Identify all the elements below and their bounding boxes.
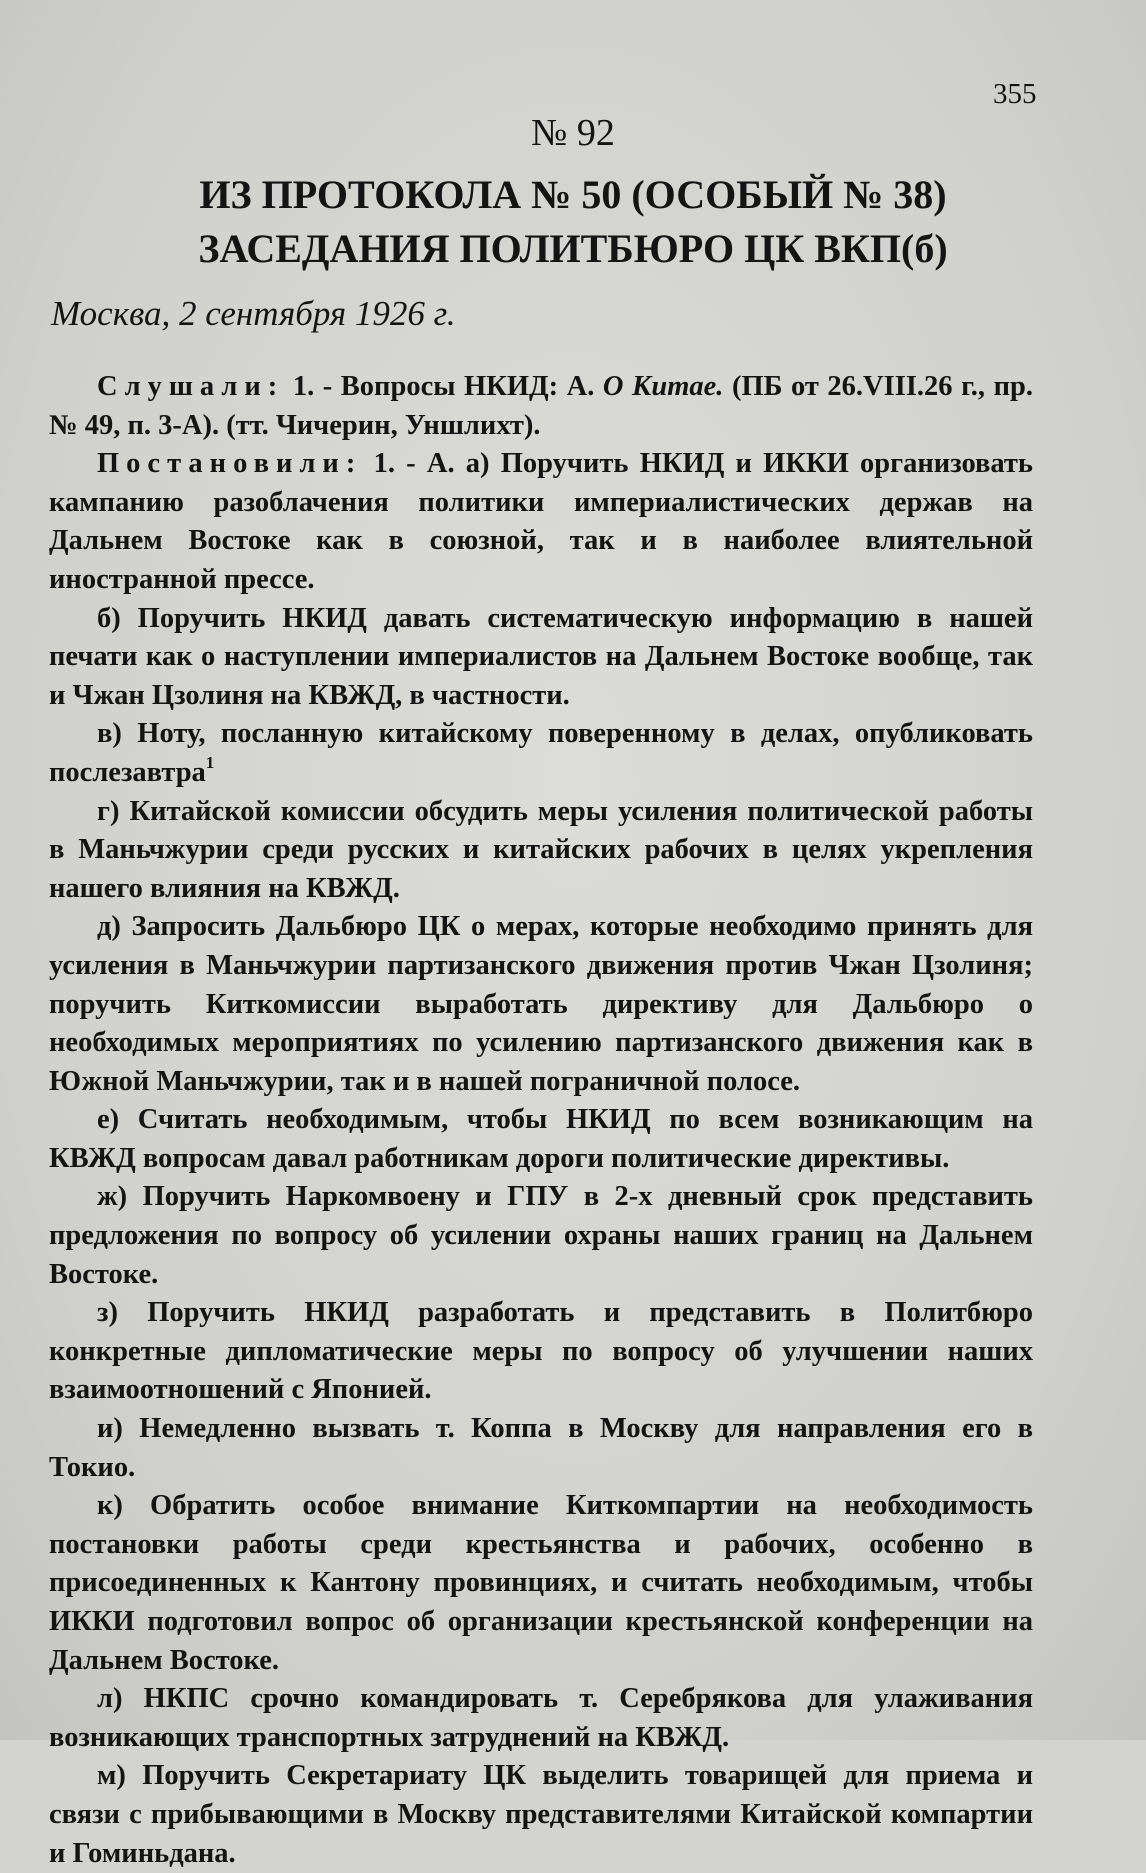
decided-label: Постановили: (97, 448, 363, 480)
place-date: Москва, 2 сентября 1926 г. (51, 294, 456, 333)
heard-label: Слушали: (97, 371, 285, 402)
decided-text: 1. - А. а) Поручить НКИД и ИККИ организовать кампанию разоблачения политики империалистических держав на Дальнем Востоке как в союзной, так и в наиболее влиятельной иностранной прессе. (49, 448, 1033, 595)
item-m: м) Поручить Секретариату ЦК выделить товарищей для приема и связи с прибывающими в Москву представителями Китайской компартии и Гоминьдана. (49, 1760, 1033, 1869)
heard-text-after: (ПБ от 26.VIII.26 г., пр. № 49, п. 3-А). (тт. Чичерин, Уншлихт). (49, 371, 1033, 441)
item-zh: ж) Поручить Наркомвоену и ГПУ в 2-х дневный срок представить предложения по вопросу об усилении охраны наших границ на Дальнем Востоке. (49, 1181, 1033, 1290)
decided-paragraph (49, 445, 1033, 599)
protocol-body (49, 368, 1033, 1873)
document-number: № 92 (531, 112, 615, 154)
item-v (49, 715, 1033, 792)
document-title (0, 168, 1146, 276)
title-line: ЗАСЕДАНИЯ ПОЛИТБЮРО ЦК ВКП(б) (198, 226, 948, 271)
item-b: б) Поручить НКИД давать систематическую информацию в нашей печати как о наступлении империалистов на Дальнем Востоке вообще, так и Чжан Цзолиня на КВЖД, в частности. (49, 602, 1033, 711)
item-k: к) Обратить особое внимание Киткомпартии на необходимость постановки работы среди крестьянства и рабочих, особенно в присоединенных к Кантону провинциях, и считать необходимым, чтобы ИККИ подготовил вопрос об организации крестьянской конференции на Дальнем Востоке. (49, 1490, 1033, 1676)
item-i: и) Немедленно вызвать т. Коппа в Москву для направления его в Токио. (49, 1413, 1033, 1483)
item-d: д) Запросить Дальбюро ЦК о мерах, которые необходимо принять для усиления в Маньчжурии партизанского движения против Чжан Цзолиня; поручить Киткомиссии выработать директиву для Дальбюро о необходимых мероприятиях по усилению партизанского движения как в Южной Маньчжурии, так и в нашей пограничной полосе. (49, 911, 1033, 1097)
heard-topic: О Китае. (602, 371, 724, 402)
heard-text-before: 1. - Вопросы НКИД: А. (284, 371, 603, 402)
item-l: л) НКПС срочно командировать т. Серебрякова для улаживания возникающих транспортных затруднений на КВЖД. (49, 1683, 1033, 1753)
heard-paragraph (49, 368, 1033, 445)
item-v-text: в) Ноту, посланную китайскому поверенному в делах, опубликовать послезавтра (49, 718, 1033, 788)
item-z: з) Поручить НКИД разработать и представить в Политбюро конкретные дипломатические меры по вопросу об улучшении наших взаимоотношений с Японией. (49, 1297, 1033, 1406)
item-g: г) Китайской комиссии обсудить меры усиления политической работы в Маньчжурии среди русских и китайских рабочих в целях укрепления нашего влияния на КВЖД. (49, 795, 1033, 904)
title-line: ИЗ ПРОТОКОЛА № 50 (ОСОБЫЙ № 38) (199, 172, 947, 217)
footnote-ref: 1 (205, 753, 215, 773)
page-number: 355 (993, 78, 1037, 110)
item-e: е) Считать необходимым, чтобы НКИД по всем возникающим на КВЖД вопросам давал работникам дороги политические директивы. (49, 1104, 1033, 1174)
